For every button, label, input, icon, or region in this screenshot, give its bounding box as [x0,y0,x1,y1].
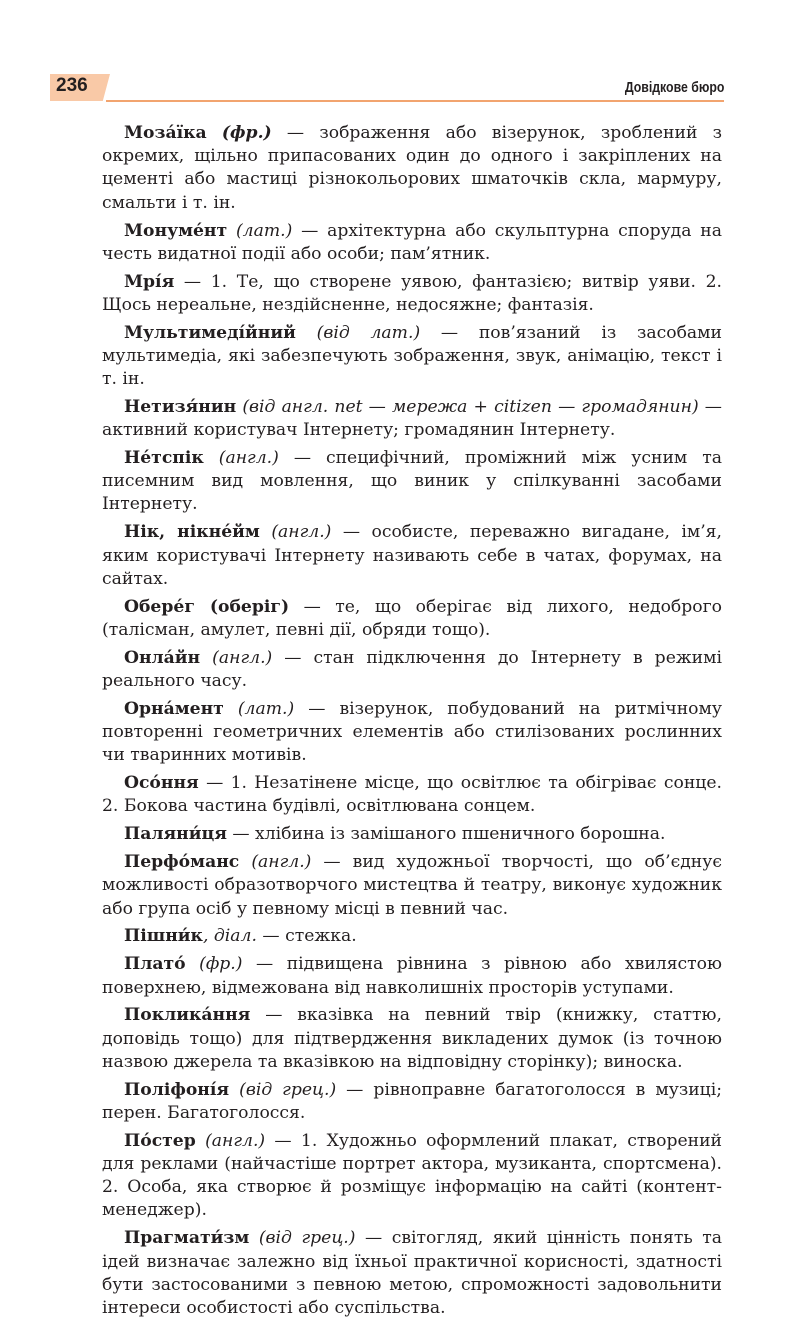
entry-origin: (від грец.) [239,1079,337,1100]
entry-term: Перфо́манс [124,852,240,873]
entry-term: Моза́їка [124,123,207,143]
page-number: 236 [56,75,88,96]
entry-definition: — стан підключення до Інтернету в режимі реального часу. [102,647,722,691]
entry-definition: — 1. Художньо оформлений плакат, створений для реклами (найчастіше портрет актора, музиканта, спортсмена). 2. Особа, яка створює й розміщує інформацію на сайті (контент-менеджер). [102,1130,722,1221]
entry-term: Мультимеді́йний [124,322,296,343]
entry-origin: (лат.) [235,220,293,241]
glossary-entry [102,647,722,693]
entry-definition: — те, що оберігає від лихого, недоброго (талісман, амулет, певні дії, обряди тощо). [102,596,722,640]
glossary-entries [102,122,722,1325]
glossary-entry [102,322,722,392]
entry-term: Нік, нікне́йм [124,522,260,543]
glossary-entry [102,1130,722,1223]
entry-term: Осо́ння [124,773,199,794]
entry-origin: , діал. [202,926,257,947]
entry-definition: — специфічний, проміжний між усним та писемним вид мовлення, що виник у спілкуванні засобами Інтернету. [102,448,722,515]
entry-definition: — підвищена рівнина з рівною або хвилястою поверхнею, відмежована від навколишніх просторів уступами. [102,954,722,998]
entry-definition: — вид художньої творчості, що об’єднує можливості образотворчого мистецтва й театру, виконує художник або група осіб у певному місці в певний час. [102,852,722,919]
entry-definition: — хлібина із замішаного пшеничного борошна. [226,824,666,845]
entry-term: Поклика́ння [124,1005,251,1026]
entry-origin: (англ.) [218,448,279,469]
entry-term: Онла́йн [124,647,201,668]
glossary-entry [102,220,722,266]
entry-origin: (від англ. net — мережа + citizen — громадянин) [242,396,699,417]
entry-term: Монуме́нт [124,220,228,241]
glossary-entry [102,823,722,846]
entry-definition: — особисте, переважно вигадане, ім’я, яким користувачі Інтернету називають себе в чатах, форумах, на сайтах. [102,522,722,589]
entry-term: Обере́г (оберіг) [124,596,290,617]
entry-term: Поліфоні́я [124,1079,230,1100]
entry-definition: — 1. Незатінене місце, що освітлює та обігріває сонце. 2. Бокова частина будівлі, освітлювана сонцем. [102,773,722,817]
glossary-entry [102,122,722,215]
entry-definition: — рівноправне багатоголосся в музиці; перен. Багатоголосся. [102,1079,722,1123]
glossary-entry [102,396,722,442]
entry-origin: (фр.) [199,954,243,975]
entry-definition: — 1. Те, що створене уявою, фантазією; витвір уяви. 2. Щось нереальне, нездійсненне, недосяжне; фантазія. [102,271,722,315]
entry-term: Прагмати́зм [124,1228,250,1249]
glossary-entry [102,1004,722,1074]
entry-term: Плато́ [124,954,186,975]
entry-origin: (від лат.) [316,322,421,343]
entry-definition: — зображення або візерунок, зроблений з окремих, щільно припасованих один до одного і закріплених на цементі або мастиці різнокольорових шматочків скла, мармуру, смальти і т. ін. [102,123,722,213]
page-header [0,70,800,104]
glossary-entry [102,521,722,591]
glossary-entry [102,925,722,948]
section-title: Довідкове бюро [624,79,724,96]
header-rule [106,100,724,102]
entry-origin: (англ.) [271,522,332,543]
entry-term: Паляни́ця [124,824,227,845]
entry-term: Мрі́я [124,271,175,292]
entry-origin: (англ.) [251,852,312,873]
entry-term: Не́тспік [124,448,204,469]
glossary-entry [102,698,722,768]
entry-origin: (англ.) [212,647,273,668]
glossary-entry [102,1079,722,1125]
glossary-entry [102,953,722,999]
entry-term: По́стер [124,1130,196,1151]
entry-origin: (фр.) [221,123,272,143]
entry-term: Пішни́к [124,926,203,947]
entry-definition: — вказівка на певний твір (книжку, статтю, доповідь тощо) для підтвердження викладених думок (із точною назвою джерела та вказівкою на відповідну сторінку); виноска. [102,1005,722,1072]
glossary-entry [102,596,722,642]
entry-origin: (від грец.) [258,1228,356,1249]
entry-definition: — пов’язаний із засобами мультимедіа, які забезпечують зображення, звук, анімацію, текст і т. ін. [102,322,722,390]
glossary-entry [102,447,722,517]
entry-term: Орна́мент [124,698,224,719]
entry-origin: (англ.) [205,1130,266,1151]
entry-definition: — стежка. [256,926,357,947]
entry-definition: — світогляд, який цінність понять та ідей визначає залежно від їхньої практичної корисності, здатності бути застосованими з певною метою, спроможності задовольнити інтереси особистості або суспільства. [102,1228,722,1318]
glossary-entry [102,851,722,921]
glossary-entry [102,772,722,818]
entry-definition: — візерунок, побудований на ритмічному повторенні геометричних елементів або стилізованих рослинних чи тваринних мотивів. [102,698,723,766]
glossary-entry [102,271,722,317]
glossary-entry [102,1227,722,1320]
entry-term: Нетизя́нин [124,396,237,417]
entry-definition: — активний користувач Інтернету; громадянин Інтернету. [102,396,722,441]
entry-definition: — архітектурна або скульптурна споруда на честь видатної події або особи; пам’ятник. [102,220,722,264]
entry-origin: (лат.) [237,698,295,719]
